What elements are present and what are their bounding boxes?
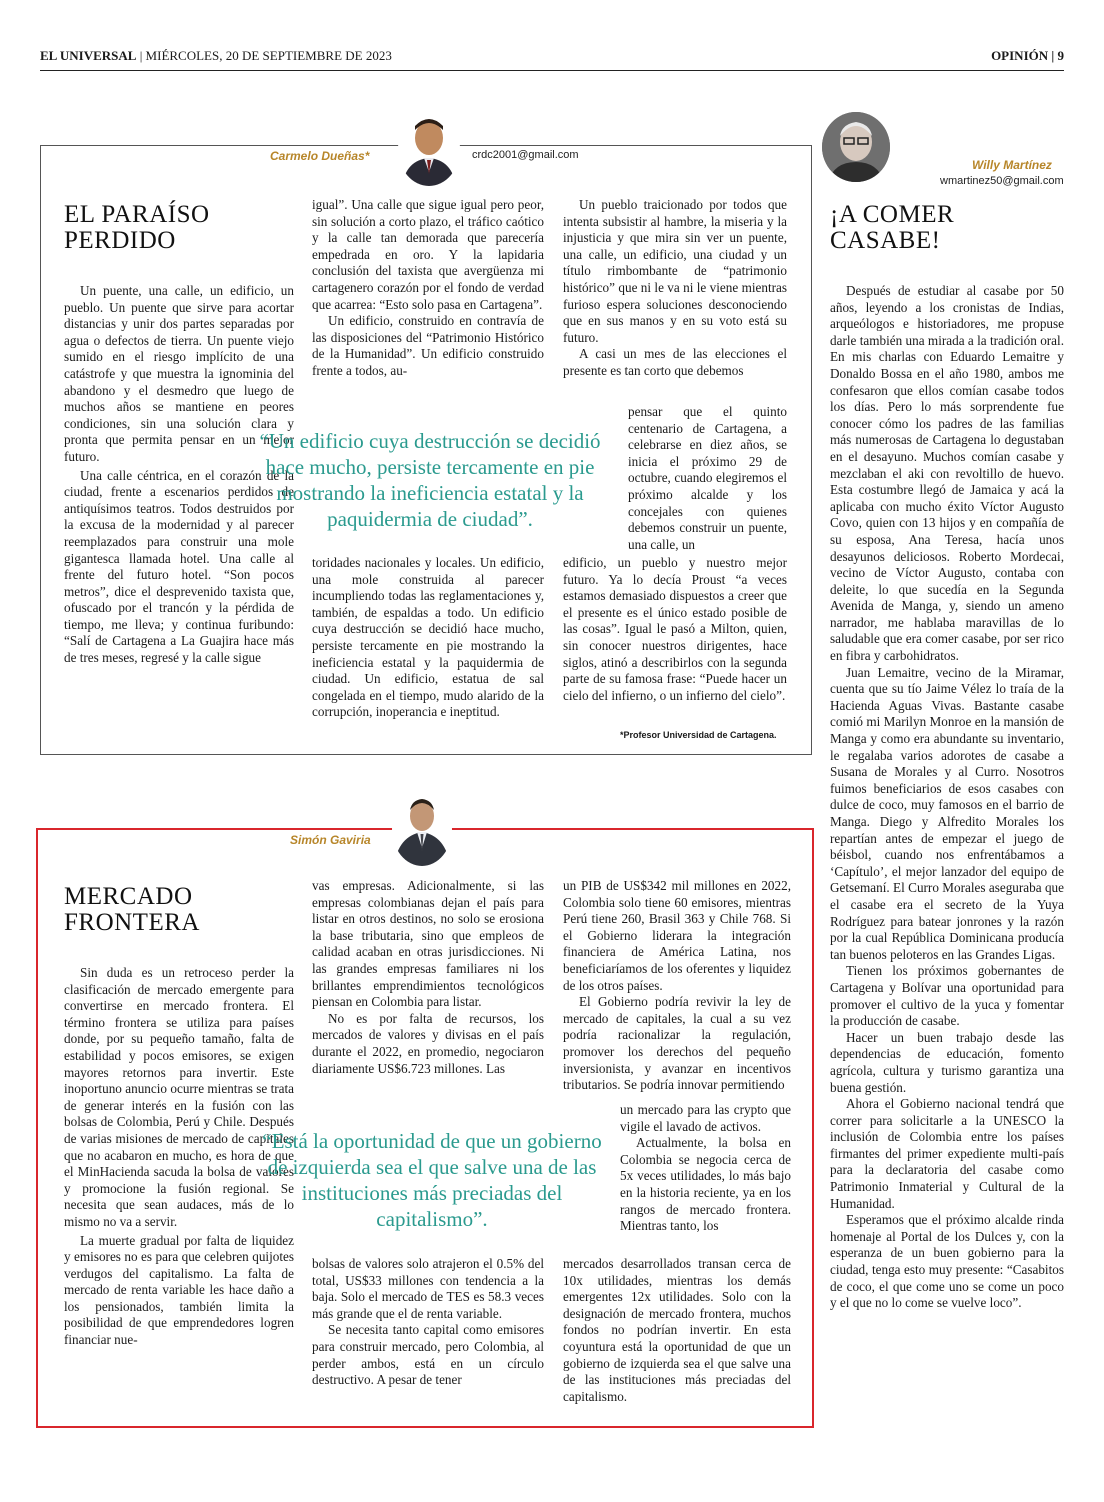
paper-name: EL UNIVERSAL [40,48,137,63]
paragraph: mercados desarrollados transan cerca de 10x utilidades, mientras los demás emergentes 12x utilidades. Solo con la designación de mercado frontera, muchos fondos no podrían invertir. En esta coyuntura está la oportunidad de que un gobierno de izquierda sea el que salve una de las instituciones más preciadas del capitalismo. [563,1256,791,1404]
author-footnote: *Profesor Universidad de Cartagena. [620,730,777,740]
paragraph: El Gobierno podría revivir la ley de mercado de capitales, la cual a su vez podría racionalizar la regulación, promover los derechos del pequeño inversionista, y avanzar en incentivos tributarios. Se podría innovar permitiendo [563,994,791,1093]
header-rule [40,70,1064,71]
paragraph: No es por falta de recursos, los mercados de valores y divisas en el país durante el 2022, en promedio, negociaron diariamente US$6.723 millones. Las [312,1010,544,1076]
paragraph: Después de estudiar al casabe por 50 años, leyendo a los cronistas de Indias, arqueólogos e historiadores, me propuse darle también una mirada a la tradición oral. En mis charlas con Eduardo Lemaitre y Donaldo Bossa en el año 1980, ambos me confesaron que ellos comían casabe todos los días. Pero lo más sorprendente fue conocer cómo los padres de las familias más numerosas de Cartagena lo degustaban en el desayuno. Muchos comían casabe y mezclaban el aki con revoltillo de huevo. Esta costumbre llegó de Jamaica y acá la aplicaba con mucho éxito Víctor Augusto Covo, quien con 13 hijos y en compañía de su esposa, Ana Teresa, hacía unos desayunos deliciosos. Roberto Mordecai, vecino de Víctor Augusto, contaba con deleite, lo que sucedía en la Segunda Avenida de Manga, y, siendo un ameno narrador, me hablaba maravillas de lo saludable que era comer casabe, por ser rico en fibra y carbohidratos. [830,283,1064,664]
paragraph: edificio, un pueblo y nuestro mejor futuro. Ya lo decía Proust “a veces estamos demasiado dispuestos a creer que el presente es el único estado posible de las cosas”. Igual le pasó a Milton, quien, sin conocer nuestros dirigentes, hace siglos, atinó a describirlos con la segunda parte de su famosa frase: “Puede hacer un cielo del infierno, o un infierno del cielo”. [563,555,787,703]
article1-col2-top [312,197,544,380]
article3-col2-top [312,878,544,1077]
page-number: | 9 [1051,48,1064,63]
article2-body [830,283,1064,1312]
masthead [40,48,392,64]
headline-mercado: MERCADO FRONTERA [64,883,200,936]
paragraph: igual”. Una calle que sigue igual pero peor, sin solución a corto plazo, el tráfico caótico y la calle tan demorada que parecería empedrada en oro. Y la lapidaria conclusión del taxista que avergüenza mi cartagenero corazón por el fondo de verdad que acarrea: “Esto solo pasa en Cartagena”. [312,197,544,312]
headline-paraiso: EL PARAÍSO PERDIDO [64,201,210,254]
author-email-duenas[interactable]: crdc2001@gmail.com [472,149,579,161]
paragraph: Una calle céntrica, en el corazón de la ciudad, frente a escenarios perdidos de antiquísimos teatros. Todos destruidos por la excusa de la modernidad y al parecer reemplazados para construir una mole gigantesca llamada hotel. Una calle al frente del futuro hotel. “Son pocos metros”, dice el desprevenido taxista que, ofuscado por el trancón y la pérdida de tiempo, me lleva; y continua furibundo: “Salí de Cartagena a La Guajira hace más de tres meses, regresé y la calle sigue [64,467,294,666]
article3-col3-mid [620,1102,791,1235]
paragraph: Actualmente, la bolsa en Colombia se negocia cerca de 5x veces utilidades, lo más bajo en la historia reciente, ya en los rangos de mercado frontera. Mientras tanto, los [620,1135,791,1234]
paragraph: Ahora el Gobierno nacional tendrá que correr para solicitarle a la UNESCO la inclusión de Colombia entre los países firmantes del primer expediente multi-país para la declaratoria del casabe como Patrimonio Inmaterial y Cultural de la Humanidad. [830,1096,1064,1211]
paragraph: La muerte gradual por falta de liquidez y emisores no es para que celebren quijotes verdugos del capitalismo. La falta de mercado de renta variable les hace daño a los pensionados, también limita la posibilidad de que emprendedores logren financiar nue- [64,1232,294,1348]
article1-col3-bottom [563,555,787,704]
author-name-duenas: Carmelo Dueñas* [270,149,370,163]
paragraph: Tienen los próximos gobernantes de Cartagena y Bolívar una oportunidad para promover el cultivo de la yuca y fomentar la producción de casabe. [830,963,1064,1029]
paragraph: toridades nacionales y locales. Un edificio, una mole construida al parecer incumpliendo todas las reglamentaciones y, también, de espaldas a todo. Un edificio cuya destrucción se decidió hace mucho, persiste tercamente en pie mostrando la ineficiencia estatal y la paquidermia de ciudad. Un edificio, estatua de sal congelada en el tiempo, mudo alarido de la corrupción, inoperancia e ineptitud. [312,555,544,720]
paragraph: Juan Lemaitre, vecino de la Miramar, cuenta que su tío Jaime Vélez lo traía de la Hacienda Aguas Vivas. Bastante casabe comió mi Marilyn Monroe en la mansión de Manga y como era abundante su inventario, le regalaba varios adorotes de casabe a Susana de Morales y al Curro. Nosotros fuimos beneficiarios de esos casabes con dulce de coco, muy famosos en el barrio de Manga. Diego y Alfredito Morales los repartían antes de empezar el juego de béisbol, cuando nos enfrentábamos a ‘Capítulo’, el mejor lanzador del equipo de Getsemaní. El Curro Morales aseguraba que el casabe era el secreto de la Yuya Rodríguez para batear jonrones y la razón por la cual República Dominicana producía tan buenos peloteros en las Grandes Ligas. [830,664,1064,962]
article1-col2-bottom [312,555,544,721]
paragraph: pensar que el quinto centenario de Cartagena, a celebrarse en diez años, se inicia el próximo 29 de octubre, cuando elegiremos el próximo alcalde y los concejales con quienes debemos construir un puente, una calle, un [628,404,787,552]
author-name-martinez: Willy Martínez [972,158,1052,172]
issue-date: | MIÉRCOLES, 20 DE SEPTIEMBRE DE 2023 [139,48,392,63]
article3-col3-bottom [563,1256,791,1405]
author-photo-duenas [398,112,460,186]
paragraph: Hacer un buen trabajo desde las dependencias de educación, fomento agrícola, cultura y turismo garantiza una buena gestión. [830,1029,1064,1095]
article3-col1 [64,965,294,1349]
author-email-martinez[interactable]: wmartinez50@gmail.com [940,175,1064,187]
paragraph: A casi un mes de las elecciones el presente es tan corto que debemos [563,346,787,378]
author-name-gaviria: Simón Gaviria [290,833,371,847]
author-photo-gaviria [392,792,452,866]
pull-quote-paraiso: “Un edificio cuya destrucción se decidió hace mucho, persiste tercamente en pie mostrando la ineficiencia estatal y la paquidermia de ciudad”. [259,429,601,531]
article3-col2-bottom [312,1256,544,1389]
paragraph: bolsas de valores solo atrajeron el 0.5% del total, US$33 millones con tendencia a la baja. Solo el mercado de TES es 58.3 veces más grande que el de renta variable. [312,1256,544,1321]
paragraph: Un pueblo traicionado por todos que intenta subsistir al hambre, la miseria y la injusticia y que mira sin ver un puente, una calle, un edificio, una ciudad y un título rimbombante de “patrimonio histórico” que ni le va ni le viene mientras furioso espera soluciones desconociendo que en sus manos y en su voto está su futuro. [563,197,787,345]
paragraph: Se necesita tanto capital como emisores para construir mercado, pero Colombia, al perder ambos, está en un círculo destructivo. A pesar de tener [312,1322,544,1388]
paragraph: Sin duda es un retroceso perder la clasificación de mercado emergente para convertirse en mercado frontera. El término frontera se utiliza para países donde, por su pequeño tamaño, falta de estabilidad y pocos emisores, se exigen mayores retornos para invertir. Este inoportuno anuncio ocurre mientras se trata de generar interés en la fusión con las bolsas de Colombia, Perú y Chile. Después de varias misiones de mercado de capitales que no acabaron en mucho, es hora de que el MinHacienda sacuda la bolsa de valores y promocione la fusión regional. Se necesita que sean audaces, más de lo mismo no va a servir. [64,965,294,1229]
author-photo-martinez [822,112,890,182]
article1-col3-mid [628,404,787,553]
article1-col3-top [563,197,787,380]
pull-quote-mercado: “Está la oportunidad de que un gobierno de izquierda sea el que salve una de las instituciones más preciadas del capitalismo”. [262,1129,602,1231]
paragraph: Un edificio, construido en contravía de las disposiciones del “Patrimonio Histórico de la Humanidad”. Un edificio construido frente a todos, au- [312,313,544,378]
paragraph: Un puente, una calle, un edificio, un pueblo. Un puente que sirve para acortar distancias y unir dos partes separadas por agua o defectos de tierra. Un puente viejo sumido en el riesgo implícito de una catástrofe y que muestra la ignominia del abandono y el desmedro que luego de muchos años se mantiene en peores condiciones, sin una solución clara y pronta que permita pensar en un mejor futuro. [64,283,294,464]
paragraph: Esperamos que el próximo alcalde rinda homenaje al Portal de los Dulces y, con la esperanza de un buen gobierno para la ciudad, tenga esto muy presente: “Casabitos de coco, el que come uno se come un poco y el que no lo come se vuelve loco”. [830,1212,1064,1311]
article3-col3-top [563,878,791,1094]
section-label [991,48,1064,64]
section-name: OPINIÓN [991,48,1049,63]
paragraph: un PIB de US$342 mil millones en 2022, Colombia solo tiene 60 emisores, mientras Perú tiene 260, Brasil 363 y Chile 768. Si el Gobierno liderara la integración financiera de América Latina, nos beneficiaríamos de los oferentes y liquidez de los otros países. [563,878,791,993]
headline-casabe: ¡A COMER CASABE! [830,201,955,254]
paragraph: un mercado para las crypto que vigile el lavado de activos. [620,1102,791,1134]
paragraph: vas empresas. Adicionalmente, si las empresas colombianas dejan el país para listar en otros destinos, no solo se erosiona la base tributaria, sino que empleos de calidad acaban en otras jurisdicciones. Ni las grandes empresas familiares ni los brillantes emprendimientos tecnológicos piensan en Colombia para listar. [312,878,544,1010]
